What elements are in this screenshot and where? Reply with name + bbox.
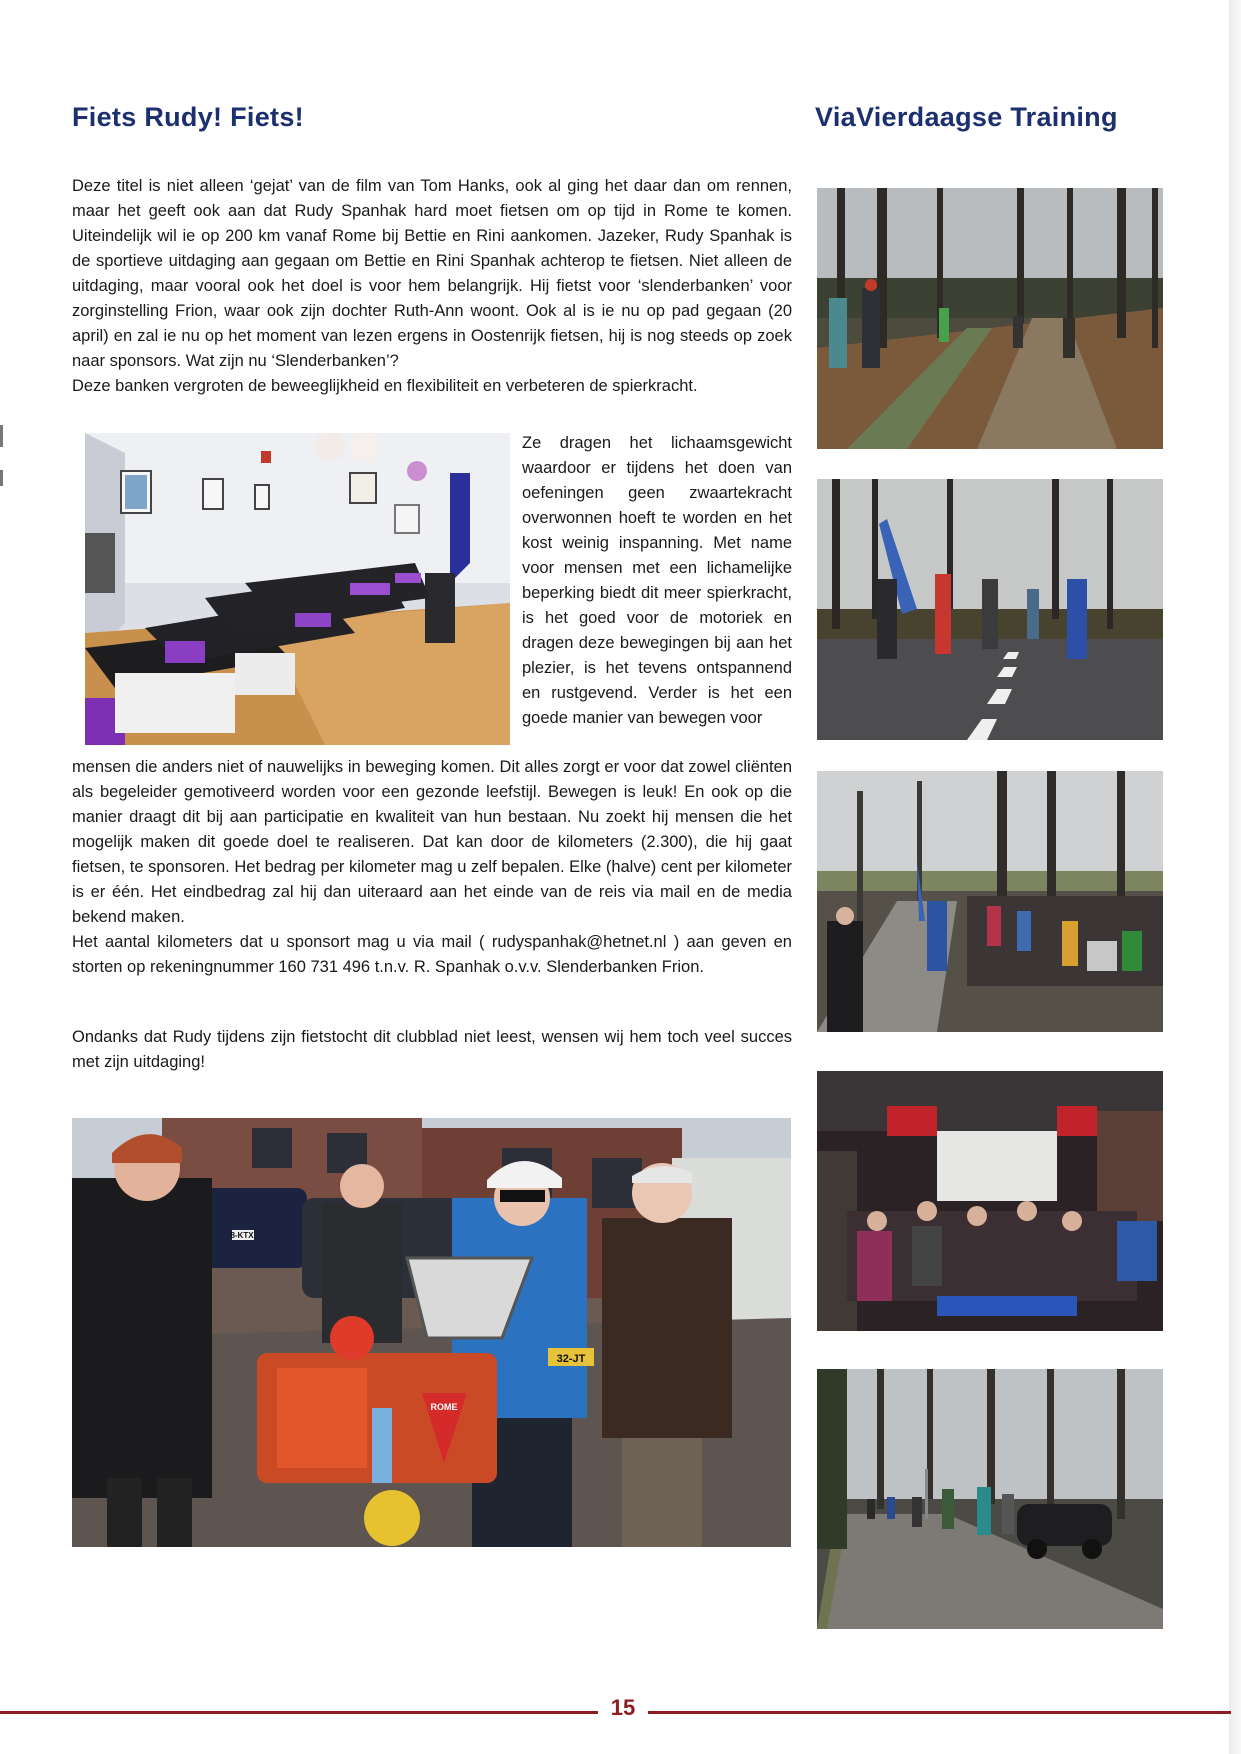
continued-paragraph: mensen die anders niet of nauwelijks in beweging komen. Dit alles zorgt er voor dat zowel cliënten als begeleider gemotiveerd worden voor een gezonde leefstijl. Bewegen is leuk! En ook op die manier draagt dit bij aan participatie en kwaliteit van hun bestaan. Nu zoekt hij mensen die het mogelijk maken dit goede doel te realiseren. Dat kan door de kilometers (2.300), die hij gaat fietsen, te sponsoren. Het bedrag per kilometer mag u zelf bepalen. Elke (halve) cent per kilometer is er één. Het eindbedrag zal hij dan uiteraard aan het einde van de reis via mail en de media bekend maken.	[72, 758, 792, 926]
closing-paragraph: Ondanks dat Rudy tijdens zijn fietstocht dit clubblad niet leest, wensen wij hem toch veel succes met zijn uitdaging!	[72, 1028, 792, 1071]
intro-paragraph-2: Deze banken vergroten de beweeglijkheid en flexibiliteit en verbeteren de spierkracht.	[72, 377, 698, 395]
article-wrap-text: Ze dragen het lichaamsgewicht waardoor er tijdens het doen van oefeningen geen zwaartekracht overwonnen hoeft te worden en het kost weinig inspanning. Met name voor mensen met een lichamelijke beperking biedt dit meer spierkracht, is het goed voor de motoriek en dragen deze bewegingen bij aan het plezier, is het tevens ontspannend en rustgevend. Verder is het een goede manier van bewegen voor	[522, 434, 792, 727]
page-number: 15	[610, 1695, 636, 1720]
sidebar-title: ViaVierdaagse Training	[815, 102, 1118, 132]
article-continued	[72, 755, 792, 980]
training-walk-photo-3	[817, 771, 1163, 1032]
article-intro	[72, 174, 792, 399]
article-closing	[72, 1025, 792, 1075]
footer-rule-right	[648, 1711, 1231, 1714]
page-edge	[1229, 0, 1241, 1754]
slenderbank-room-photo	[85, 433, 510, 745]
pennant-text: ROME	[430, 1402, 458, 1412]
training-walk-photo-5	[817, 1369, 1163, 1629]
scan-mark	[0, 425, 3, 447]
intro-paragraph: Deze titel is niet alleen ‘gejat’ van de film van Tom Hanks, ook al ging het daar dan om rennen, maar het geeft ook aan dat Rudy Spanhak hard moet fietsen om op tijd in Rome te komen. Uiteindelijk wil ie op 200 km vanaf Rome bij Bettie en Rini aankomen. Jazeker, Rudy Spanhak is de sportieve uitdaging aan gegaan om Bettie en Rini Spanhak achterop te fietsen. Niet alleen de uitdaging, maar vooral ook het doel is voor hem belangrijk. Hij fietst voor ‘slenderbanken’ voor zorginstelling Frion, waar ook zijn dochter Ruth-Ann woont. Ook al is ie nu op pad gegaan (20 april) en zal ie nu op het moment van lezen ergens in Oostenrijk fietsen, hij is nog steeds op zoek naar sponsors. Wat zijn nu ‘Slenderbanken’?	[72, 177, 792, 370]
sponsor-paragraph: Het aantal kilometers dat u sponsort mag u via mail ( rudyspanhak@hetnet.nl ) aan geven en storten op rekeningnummer 160 731 496 t.n.v. R. Spanhak o.v.v. Slenderbanken Frion.	[72, 933, 792, 976]
training-walk-photo-1	[817, 188, 1163, 449]
footer-rule-left	[0, 1711, 598, 1714]
car-plate-text: 8-KTX	[230, 1231, 254, 1240]
scan-mark	[0, 470, 3, 486]
training-cafe-photo	[817, 1071, 1163, 1331]
plate-text: 32-JT	[556, 1353, 586, 1365]
training-walk-photo-2	[817, 479, 1163, 740]
cyclist-departure-photo	[72, 1118, 791, 1547]
article-title: Fiets Rudy! Fiets!	[72, 102, 304, 132]
